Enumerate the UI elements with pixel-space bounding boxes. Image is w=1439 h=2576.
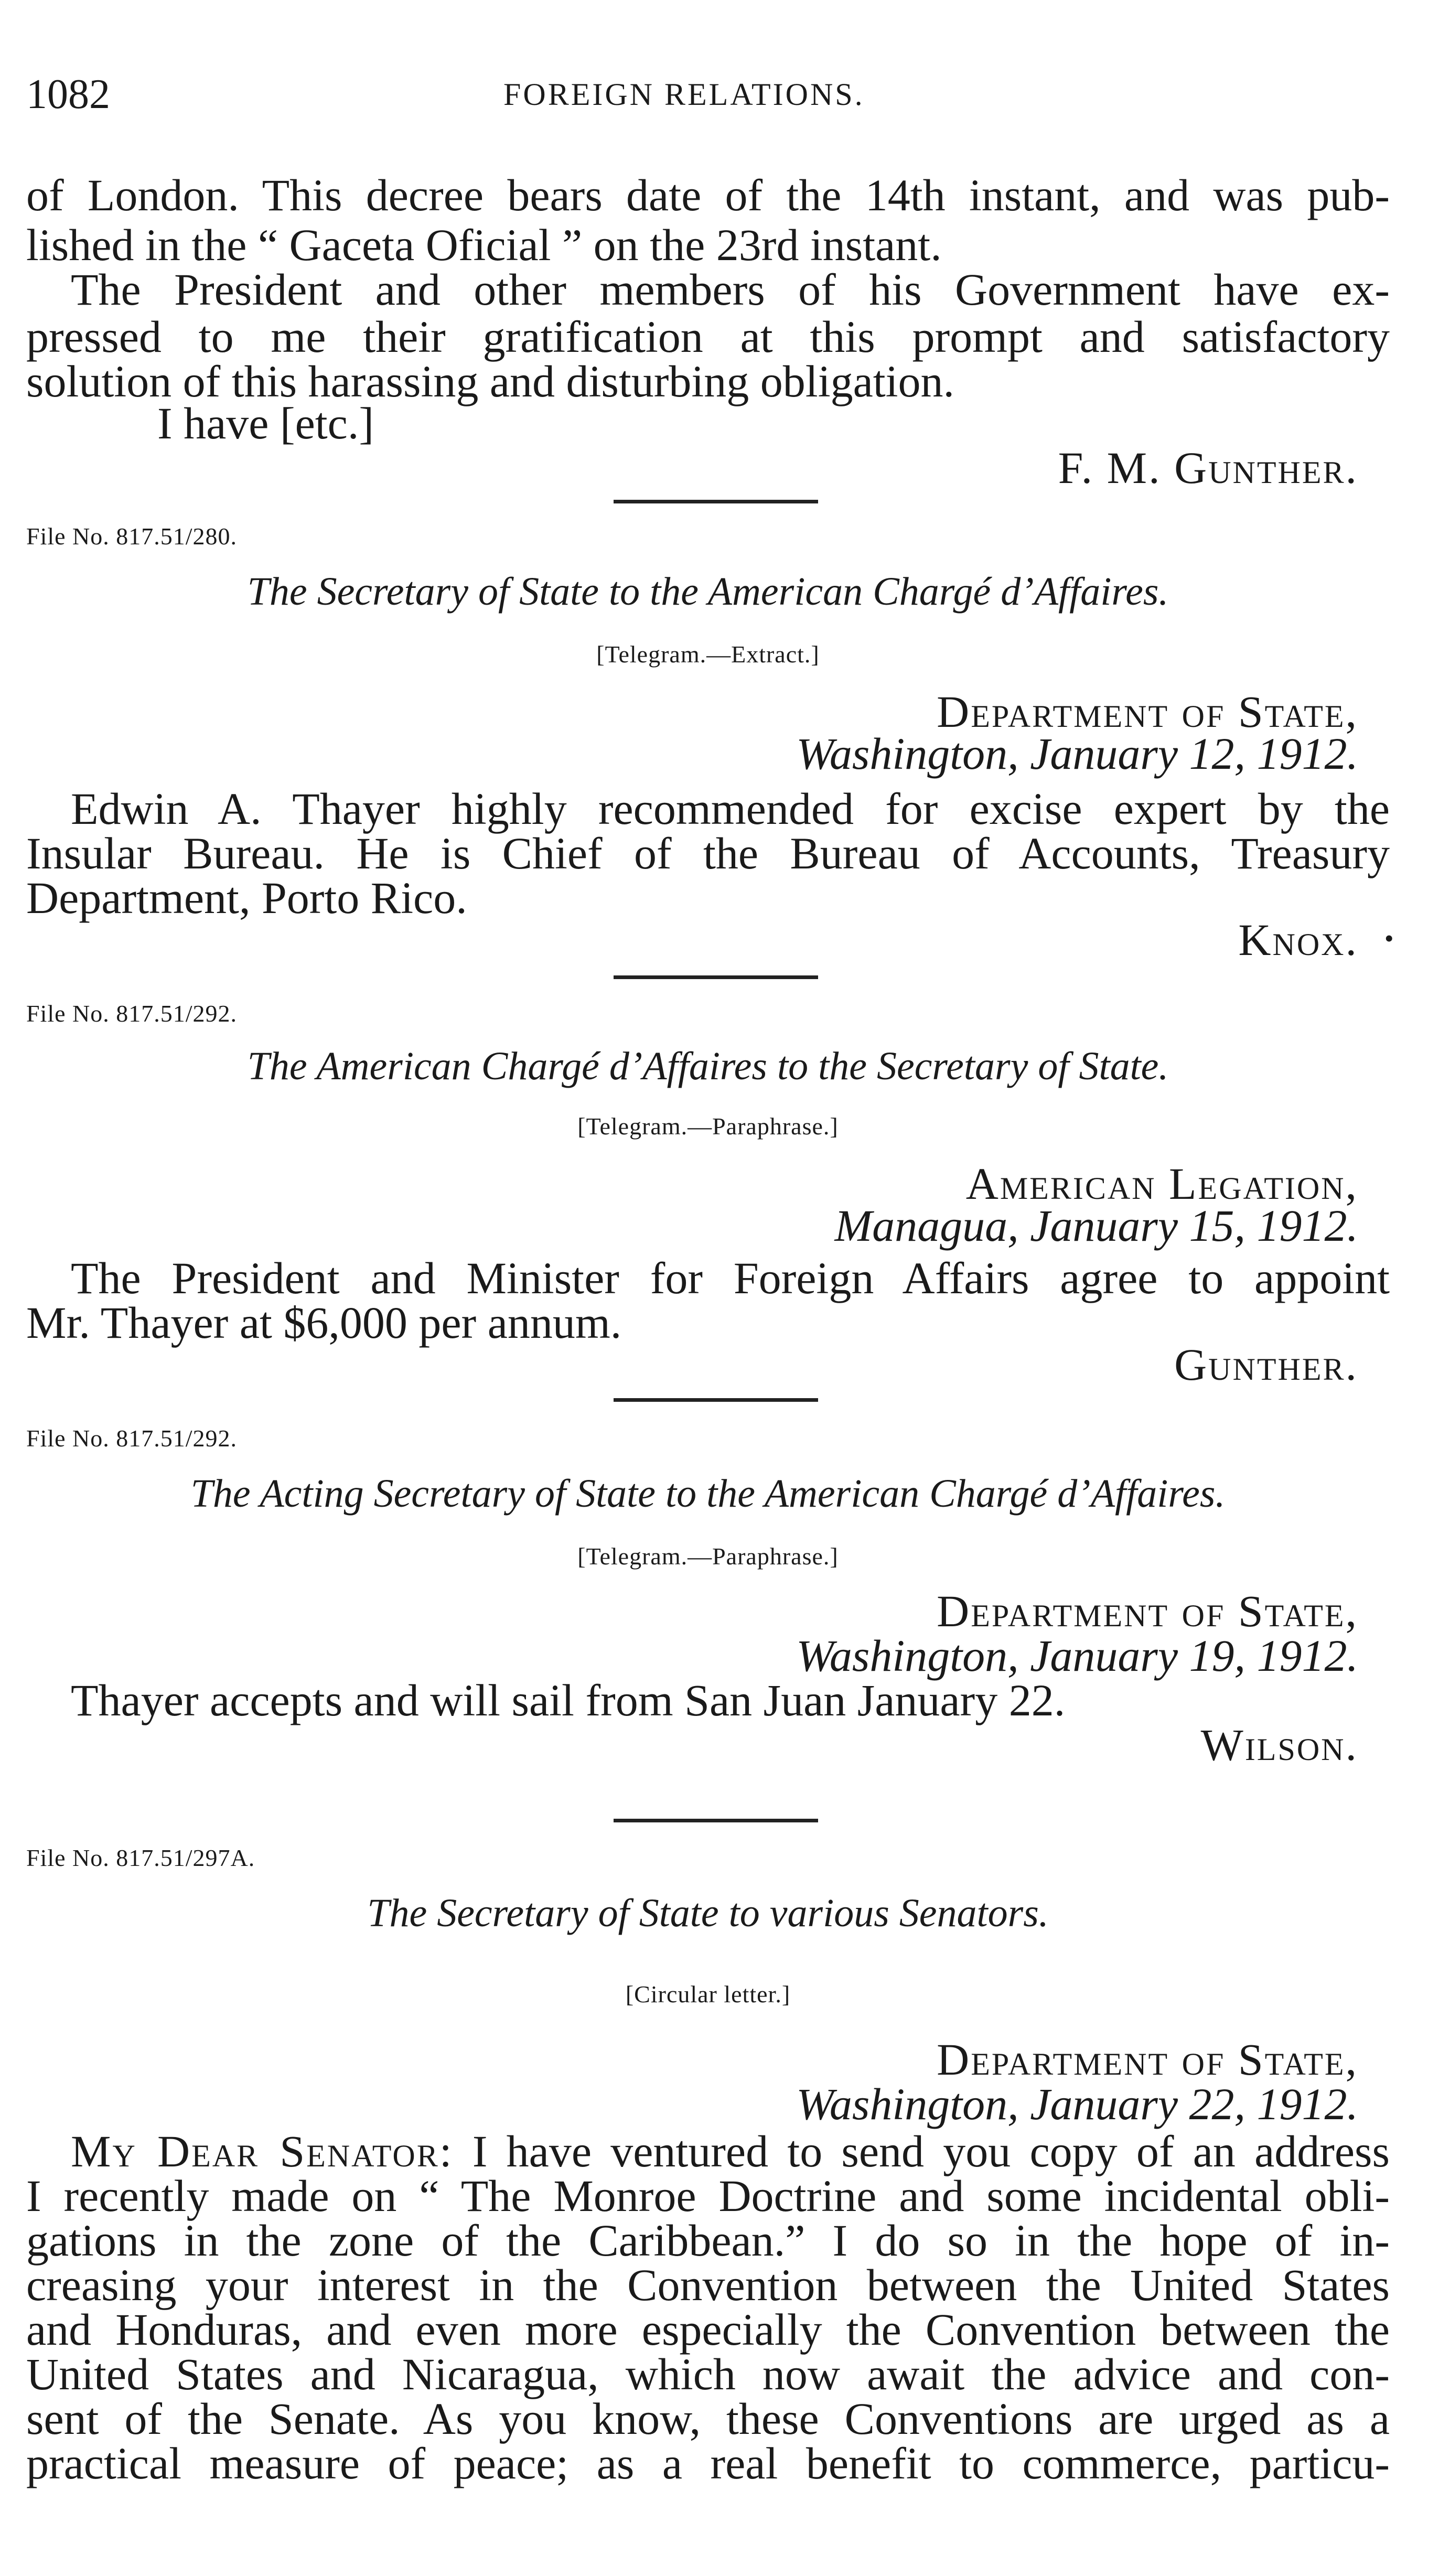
document-place: American Legation, [965, 1158, 1358, 1209]
document-date: Washington, January 12, 1912. [796, 728, 1358, 779]
continuation-line: lished in the “ Gaceta Oficial ” on the 23rd instant. [26, 220, 942, 270]
body-line: sent of the Senate. As you know, these Conventions are urged as a [26, 2393, 1390, 2444]
document-heading: The Acting Secretary of State to the American Chargé d’Affaires. [190, 1472, 1226, 1516]
body-line: Thayer accepts and will sail from San Juan January 22. [71, 1675, 1066, 1725]
document-date: Managua, January 15, 1912. [834, 1200, 1358, 1251]
document-heading: The Secretary of State to various Senators. [367, 1891, 1049, 1935]
document-place: Department of State, [937, 686, 1358, 737]
signature: Knox. [1238, 915, 1358, 965]
paragraph-line: pressed to me their gratification at this prompt and satisfactory [26, 312, 1390, 362]
file-number: File No. 817.51/292. [26, 1425, 238, 1452]
body-line: Edwin A. Thayer highly recommended for excise expert by the [71, 783, 1390, 834]
page-number: 1082 [26, 71, 110, 117]
body-line: I recently made on “ The Monroe Doctrine and some incidental obli- [26, 2171, 1390, 2221]
signature: Wilson. [1200, 1720, 1358, 1770]
document-date: Washington, January 19, 1912. [796, 1630, 1358, 1681]
document-date: Washington, January 22, 1912. [796, 2079, 1358, 2129]
body-line [71, 2127, 1390, 2176]
separator-rule [614, 500, 818, 503]
closing-line: I have [etc.] [157, 398, 374, 448]
file-number: File No. 817.51/280. [26, 523, 238, 550]
continuation-line: of London. This decree bears date of the 14th instant, and was pub- [26, 170, 1390, 220]
salutation: My Dear Senator: [71, 2126, 454, 2176]
file-number: File No. 817.51/297A. [26, 1844, 255, 1871]
body-line: The President and Minister for Foreign Affairs agree to appoint [71, 1253, 1390, 1303]
document-place: Department of State, [937, 1586, 1358, 1636]
separator-rule [614, 975, 818, 979]
separator-rule [614, 1819, 818, 1822]
document-place: Department of State, [937, 2034, 1358, 2085]
body-line-text: I have ventured to send you copy of an address [453, 2126, 1390, 2176]
signature: F. M. Gunther. [1058, 443, 1358, 493]
body-line: United States and Nicaragua, which now await the advice and con- [26, 2349, 1390, 2399]
file-number: File No. 817.51/292. [26, 1000, 238, 1027]
document-note: [Circular letter.] [625, 1981, 791, 2008]
body-line: practical measure of peace; as a real benefit to commerce, particu- [26, 2438, 1390, 2488]
signature: Gunther. [1174, 1339, 1358, 1390]
document-heading: The American Chargé d’Affaires to the Secretary of State. [247, 1044, 1169, 1088]
document-note: [Telegram.—Paraphrase.] [577, 1113, 839, 1140]
body-line: Department, Porto Rico. [26, 873, 467, 923]
document-note: [Telegram.—Extract.] [596, 641, 820, 668]
body-line: and Honduras, and even more especially the Convention between the [26, 2304, 1390, 2355]
body-line: creasing your interest in the Convention between the United States [26, 2260, 1390, 2310]
body-line: Insular Bureau. He is Chief of the Bureau of Accounts, Treasury [26, 828, 1390, 878]
body-line: Mr. Thayer at $6,000 per annum. [26, 1297, 622, 1348]
running-head: FOREIGN RELATIONS. [503, 77, 865, 112]
document-note: [Telegram.—Paraphrase.] [577, 1543, 839, 1570]
paragraph-line: The President and other members of his Government have ex- [71, 264, 1390, 315]
stray-mark: • [1384, 924, 1394, 953]
body-line: gations in the zone of the Caribbean.” I do so in the hope of in- [26, 2215, 1390, 2266]
separator-rule [614, 1398, 818, 1402]
document-heading: The Secretary of State to the American Chargé d’Affaires. [247, 570, 1169, 614]
paragraph-line: solution of this harassing and disturbing obligation. [26, 356, 955, 406]
